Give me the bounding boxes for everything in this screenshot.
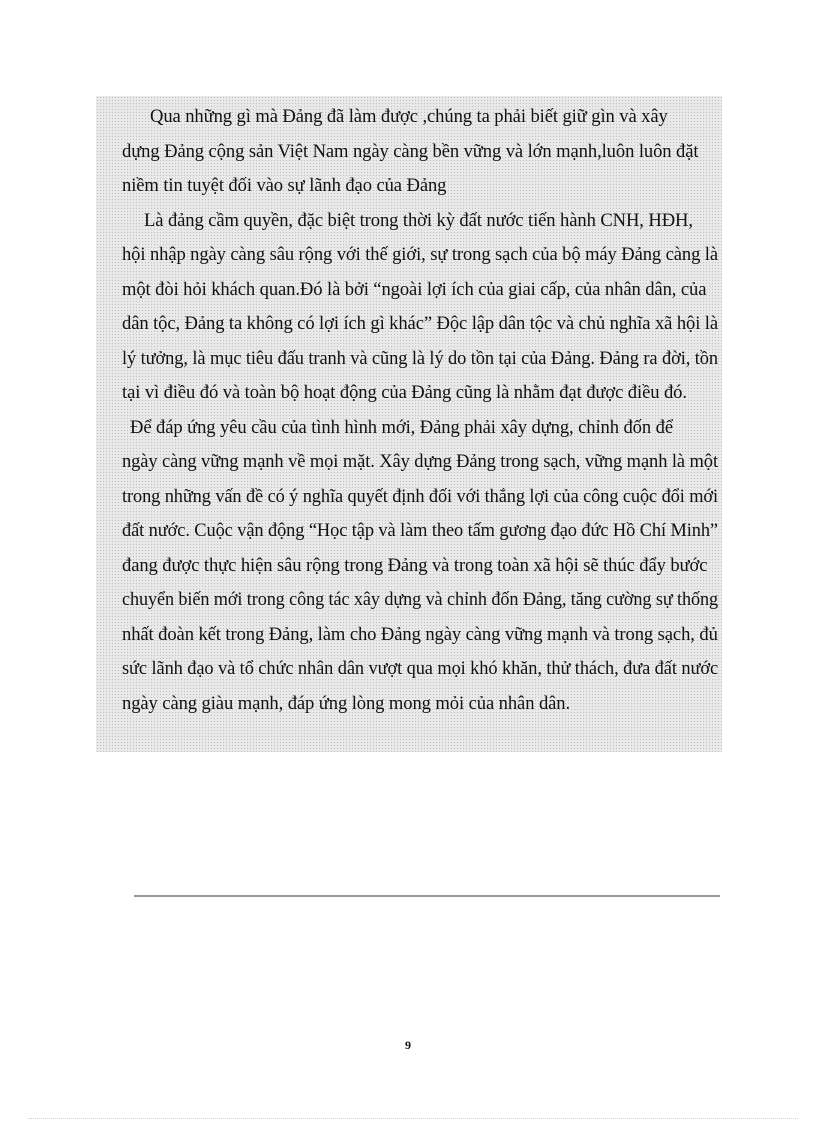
- paragraph-line: ngày càng vững mạnh về mọi mặt. Xây dựng Đảng trong sạch, vững mạnh là một: [122, 451, 718, 472]
- paragraph-line: tại vì điều đó và toàn bộ hoạt động của Đảng cũng là nhằm đạt được điều đó.: [122, 382, 687, 403]
- paragraph-line: đang được thực hiện sâu rộng trong Đảng và trong toàn xã hội sẽ thúc đẩy bước: [122, 554, 708, 576]
- paragraph-line: ngày càng giàu mạnh, đáp ứng lòng mong mỏi của nhân dân.: [122, 692, 571, 714]
- paragraph-line: nhất đoàn kết trong Đảng, làm cho Đảng ngày càng vững mạnh và trong sạch, đủ: [122, 623, 718, 645]
- paragraph-2: [122, 204, 718, 411]
- paragraph-line: niềm tin tuyệt đối vào sự lãnh đạo của Đảng: [122, 175, 447, 196]
- document-body: [122, 100, 718, 721]
- paragraph-1: [122, 100, 718, 204]
- paragraph-line: lý tưởng, là mục tiêu đấu tranh và cũng là lý do tồn tại của Đảng. Đảng ra đời, tồn: [122, 347, 718, 369]
- paragraph-line: sức lãnh đạo và tổ chức nhân dân vượt qua mọi khó khăn, thử thách, đưa đất nước: [122, 658, 719, 679]
- paragraph-line: trong những vấn đề có ý nghĩa quyết định đối với thắng lợi của công cuộc đổi mới: [122, 485, 718, 507]
- page-bottom-divider: [28, 1118, 798, 1119]
- paragraph-line: Qua những gì mà Đảng đã làm được ,chúng ta phải biết giữ gìn và xây: [150, 106, 668, 127]
- paragraph-line: Để đáp ứng yêu cầu của tình hình mới, Đảng phải xây dựng, chỉnh đốn để: [130, 416, 673, 438]
- paragraph-line: hội nhập ngày càng sâu rộng với thế giới, sự trong sạch của bộ máy Đảng càng là: [122, 244, 718, 265]
- paragraph-line: một đòi hỏi khách quan.Đó là bởi “ngoài lợi ích của giai cấp, của nhân dân, của: [122, 278, 707, 300]
- paragraph-3: [122, 411, 718, 722]
- paragraph-line: đất nước. Cuộc vận động “Học tập và làm theo tấm gương đạo đức Hồ Chí Minh”: [122, 520, 718, 541]
- page-number: 9: [405, 1038, 411, 1052]
- paragraph-line: Là đảng cầm quyền, đặc biệt trong thời kỳ đất nước tiến hành CNH, HĐH,: [144, 209, 693, 231]
- paragraph-line: dân tộc, Đảng ta không có lợi ích gì khác” Độc lập dân tộc và chủ nghĩa xã hội là: [122, 313, 719, 334]
- paragraph-line: chuyển biến mới trong công tác xây dựng và chỉnh đốn Đảng, tăng cường sự thống: [122, 589, 718, 610]
- paragraph-line: dựng Đảng cộng sản Việt Nam ngày càng bền vững và lớn mạnh,luôn luôn đặt: [122, 140, 699, 162]
- horizontal-rule: [134, 895, 720, 897]
